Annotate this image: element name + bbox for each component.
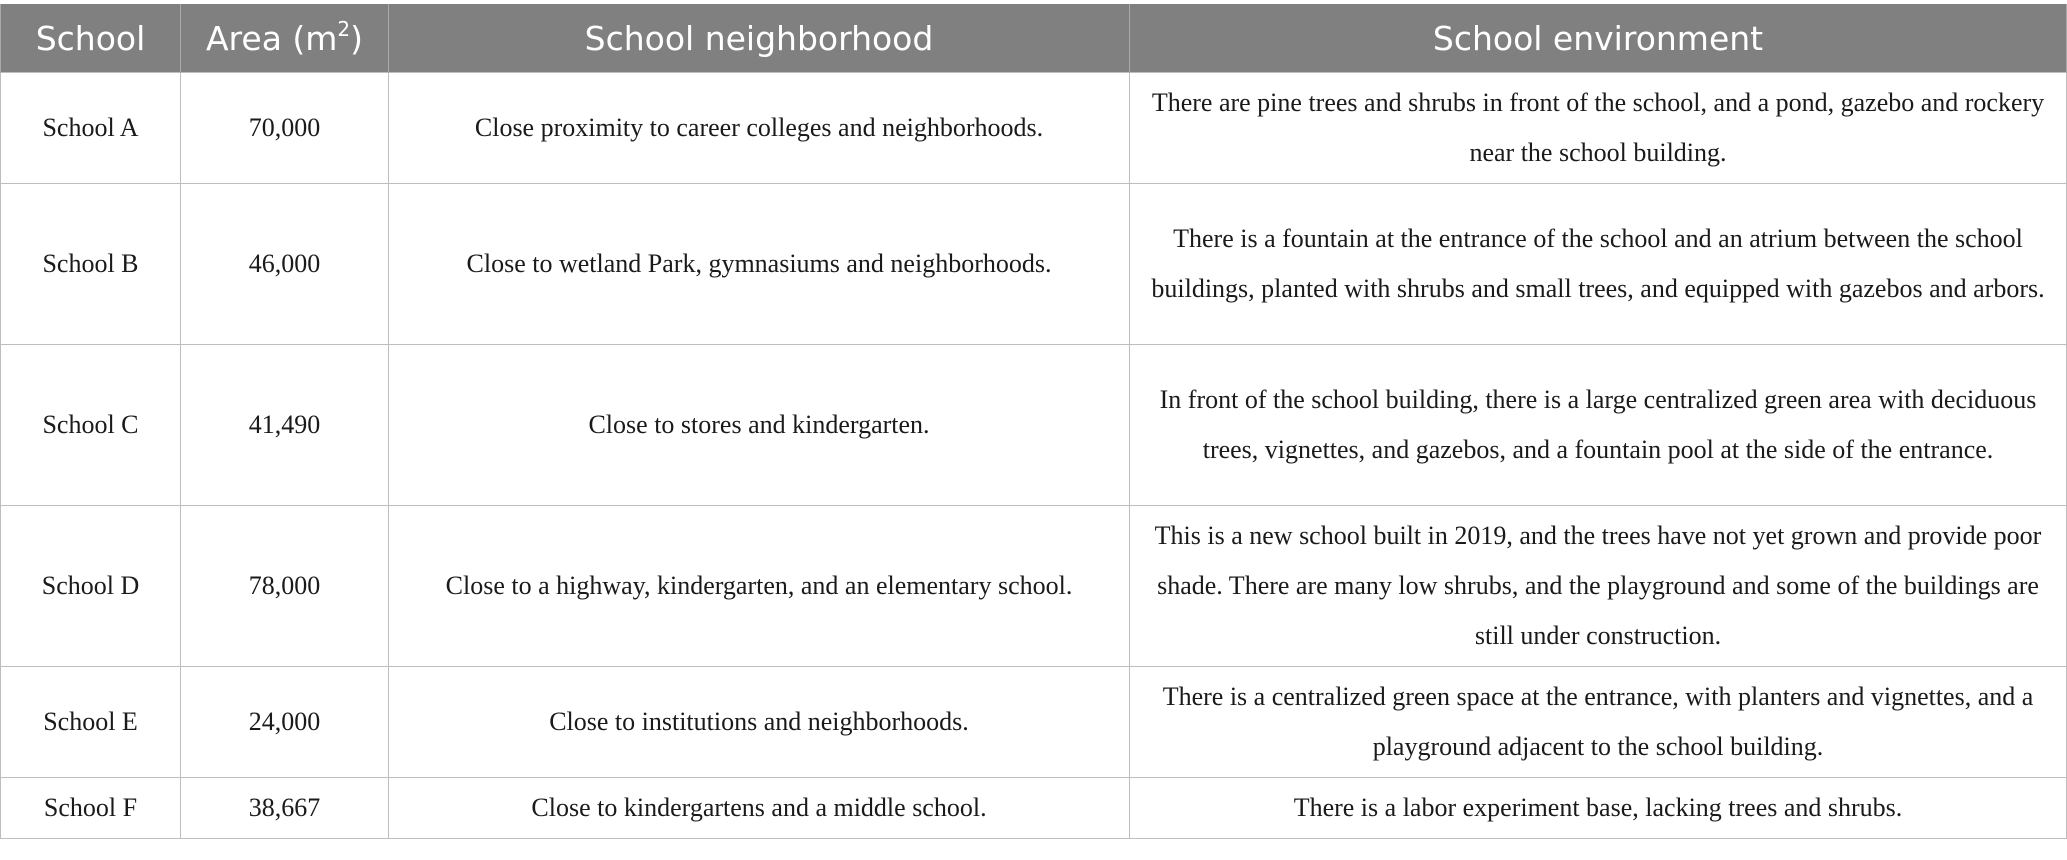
cell-environment: There is a labor experiment base, lacking trees and shrubs. — [1130, 778, 2067, 839]
header-row — [1, 4, 2067, 73]
cell-school: School E — [1, 667, 181, 778]
table-row — [1, 184, 2067, 345]
cell-neighborhood: Close to stores and kindergarten. — [389, 345, 1130, 506]
cell-environment: There is a centralized green space at the entrance, with planters and vignettes, and a playground adjacent to the school building. — [1130, 667, 2067, 778]
cell-school: School D — [1, 506, 181, 667]
schools-table — [0, 4, 2067, 839]
schools-table-container — [0, 4, 2066, 839]
cell-area: 38,667 — [181, 778, 389, 839]
table-row — [1, 667, 2067, 778]
cell-school: School F — [1, 778, 181, 839]
cell-neighborhood: Close to institutions and neighborhoods. — [389, 667, 1130, 778]
cell-neighborhood: Close proximity to career colleges and neighborhoods. — [389, 73, 1130, 184]
header-area-close: ) — [350, 18, 364, 58]
cell-school: School A — [1, 73, 181, 184]
table-body — [1, 73, 2067, 839]
cell-environment: There are pine trees and shrubs in front of the school, and a pond, gazebo and rockery near the school building. — [1130, 73, 2067, 184]
header-area-superscript: 2 — [337, 16, 351, 41]
table-row — [1, 73, 2067, 184]
cell-environment: This is a new school built in 2019, and the trees have not yet grown and provide poor shade. There are many low shrubs, and the playground and some of the buildings are still under construction. — [1130, 506, 2067, 667]
header-environment: School environment — [1130, 4, 2067, 73]
cell-neighborhood: Close to wetland Park, gymnasiums and neighborhoods. — [389, 184, 1130, 345]
table-row — [1, 345, 2067, 506]
table-row — [1, 778, 2067, 839]
cell-neighborhood: Close to kindergartens and a middle school. — [389, 778, 1130, 839]
header-area — [181, 4, 389, 73]
table-row — [1, 506, 2067, 667]
cell-environment: There is a fountain at the entrance of the school and an atrium between the school buildings, planted with shrubs and small trees, and equipped with gazebos and arbors. — [1130, 184, 2067, 345]
cell-area: 24,000 — [181, 667, 389, 778]
cell-area: 78,000 — [181, 506, 389, 667]
header-school: School — [1, 4, 181, 73]
cell-area: 70,000 — [181, 73, 389, 184]
cell-school: School B — [1, 184, 181, 345]
cell-environment: In front of the school building, there is a large centralized green area with deciduous trees, vignettes, and gazebos, and a fountain pool at the side of the entrance. — [1130, 345, 2067, 506]
cell-school: School C — [1, 345, 181, 506]
cell-neighborhood: Close to a highway, kindergarten, and an elementary school. — [389, 506, 1130, 667]
cell-area: 41,490 — [181, 345, 389, 506]
header-neighborhood: School neighborhood — [389, 4, 1130, 73]
cell-area: 46,000 — [181, 184, 389, 345]
table-header — [1, 4, 2067, 73]
header-area-label: Area (m — [205, 18, 338, 58]
